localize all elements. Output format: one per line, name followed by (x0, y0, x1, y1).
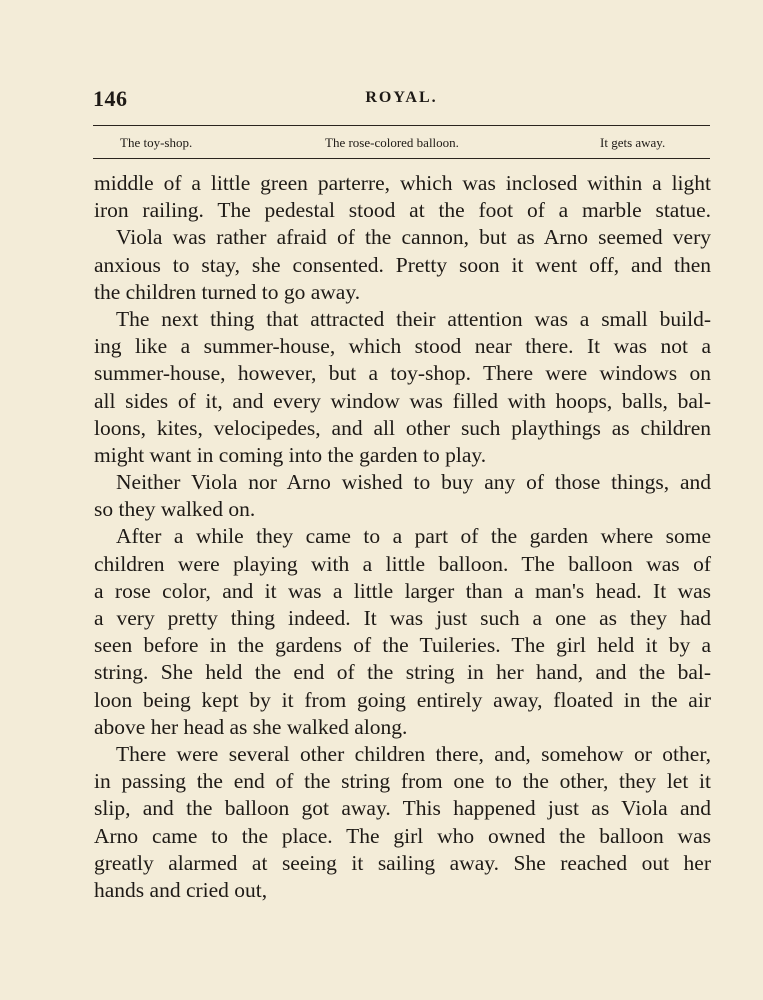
summary-item: It gets away. (600, 135, 666, 150)
text-line: summer-house, however, but a toy-shop. There were windows on (94, 361, 711, 386)
text-line: a very pretty thing indeed. It was just such a one as they had (94, 606, 711, 630)
text-line: ing like a summer-house, which stood near there. It was not a (94, 334, 711, 359)
running-title: ROYAL. (365, 89, 438, 106)
text-line: Neither Viola nor Arno wished to buy any of those things, and (116, 470, 711, 495)
text-line: so they walked on. (94, 497, 256, 522)
text-line: might want in coming into the garden to play. (94, 442, 487, 467)
text-line: children were playing with a little balloon. The balloon was of (94, 551, 711, 576)
text-line: string. She held the end of the string in her hand, and the bal- (94, 660, 711, 685)
page-number: 146 (93, 86, 128, 111)
text-line: There were several other children there, and, somehow or other, (116, 741, 711, 766)
bottom-rule (93, 158, 710, 159)
text-line: seen before in the gardens of the Tuileries. The girl held it by a (94, 633, 711, 658)
text-line: loons, kites, velocipedes, and all other such playthings as children (94, 415, 711, 440)
text-line: loon being kept by it from going entirely away, floated in the air (94, 687, 711, 712)
text-line: anxious to stay, she consented. Pretty soon it went off, and then (94, 252, 711, 277)
text-line: slip, and the balloon got away. This happened just as Viola and (94, 796, 711, 821)
body-text (94, 170, 711, 904)
text-line: After a while they came to a part of the garden where some (116, 524, 711, 549)
text-line: a rose color, and it was a little larger than a man's head. It was (94, 578, 711, 603)
text-line: the children turned to go away. (94, 279, 361, 304)
text-line: in passing the end of the string from one to the other, they let it (94, 769, 711, 794)
summary-item: The rose-colored balloon. (325, 135, 459, 150)
text-line: above her head as she walked along. (94, 714, 408, 739)
text-line: all sides of it, and every window was filled with hoops, balls, bal- (94, 388, 711, 413)
chapter-summary (93, 135, 710, 153)
text-line: The next thing that attracted their attention was a small build- (116, 306, 711, 331)
text-line: greatly alarmed at seeing it sailing away. She reached out her (94, 850, 711, 875)
text-line: middle of a little green parterre, which was inclosed within a light (94, 171, 711, 195)
text-line: hands and cried out, (94, 877, 268, 902)
running-head (93, 86, 710, 116)
top-rule (93, 125, 710, 126)
text-line: Arno came to the place. The girl who owned the balloon was (94, 823, 711, 848)
summary-item: The toy-shop. (120, 135, 193, 150)
text-line: Viola was rather afraid of the cannon, but as Arno seemed very (116, 225, 711, 250)
text-line: iron railing. The pedestal stood at the foot of a marble statue. (94, 198, 711, 223)
